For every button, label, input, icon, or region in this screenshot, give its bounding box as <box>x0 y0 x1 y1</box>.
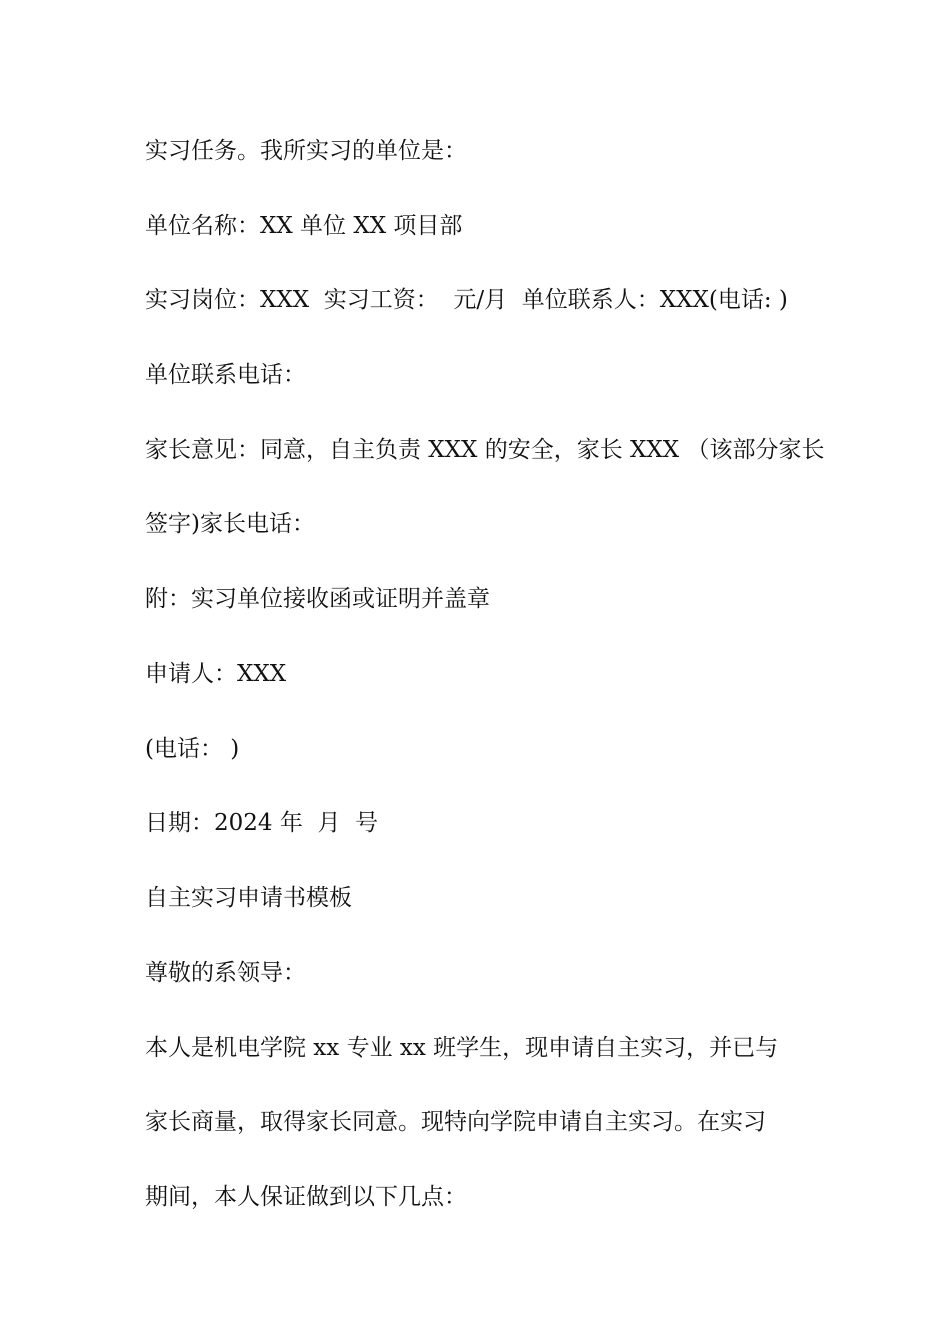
body-line-2: 家长商量，取得家长同意。现特向学院申请自主实习。在实习 <box>145 1109 766 1135</box>
text-line-attachment: 附：实习单位接收函或证明并盖章 <box>145 586 490 612</box>
text-line-internship-task: 实习任务。我所实习的单位是： <box>145 138 467 164</box>
body-line-1: 本人是机电学院 xx 专业 xx 班学生，现申请自主实习，并已与 <box>145 1035 779 1061</box>
text-line-applicant: 申请人：XXX <box>145 661 287 687</box>
text-line-applicant-phone: (电话： ) <box>145 736 240 762</box>
text-line-parent-signature-phone: 签字)家长电话： <box>145 511 315 537</box>
section-title: 自主实习申请书模板 <box>145 885 352 911</box>
text-line-unit-phone: 单位联系电话： <box>145 362 306 388</box>
text-line-parent-opinion: 家长意见：同意，自主负责 XXX 的安全，家长 XXX （该部分家长 <box>145 437 825 463</box>
salutation: 尊敬的系领导： <box>145 960 306 986</box>
text-line-unit-name: 单位名称：XX 单位 XX 项目部 <box>145 213 463 239</box>
text-line-date: 日期：2024 年 月 号 <box>145 810 379 836</box>
body-line-3: 期间，本人保证做到以下几点： <box>145 1184 467 1210</box>
text-line-position-salary-contact: 实习岗位：XXX 实习工资： 元/月 单位联系人：XXX(电话: ) <box>145 287 788 313</box>
